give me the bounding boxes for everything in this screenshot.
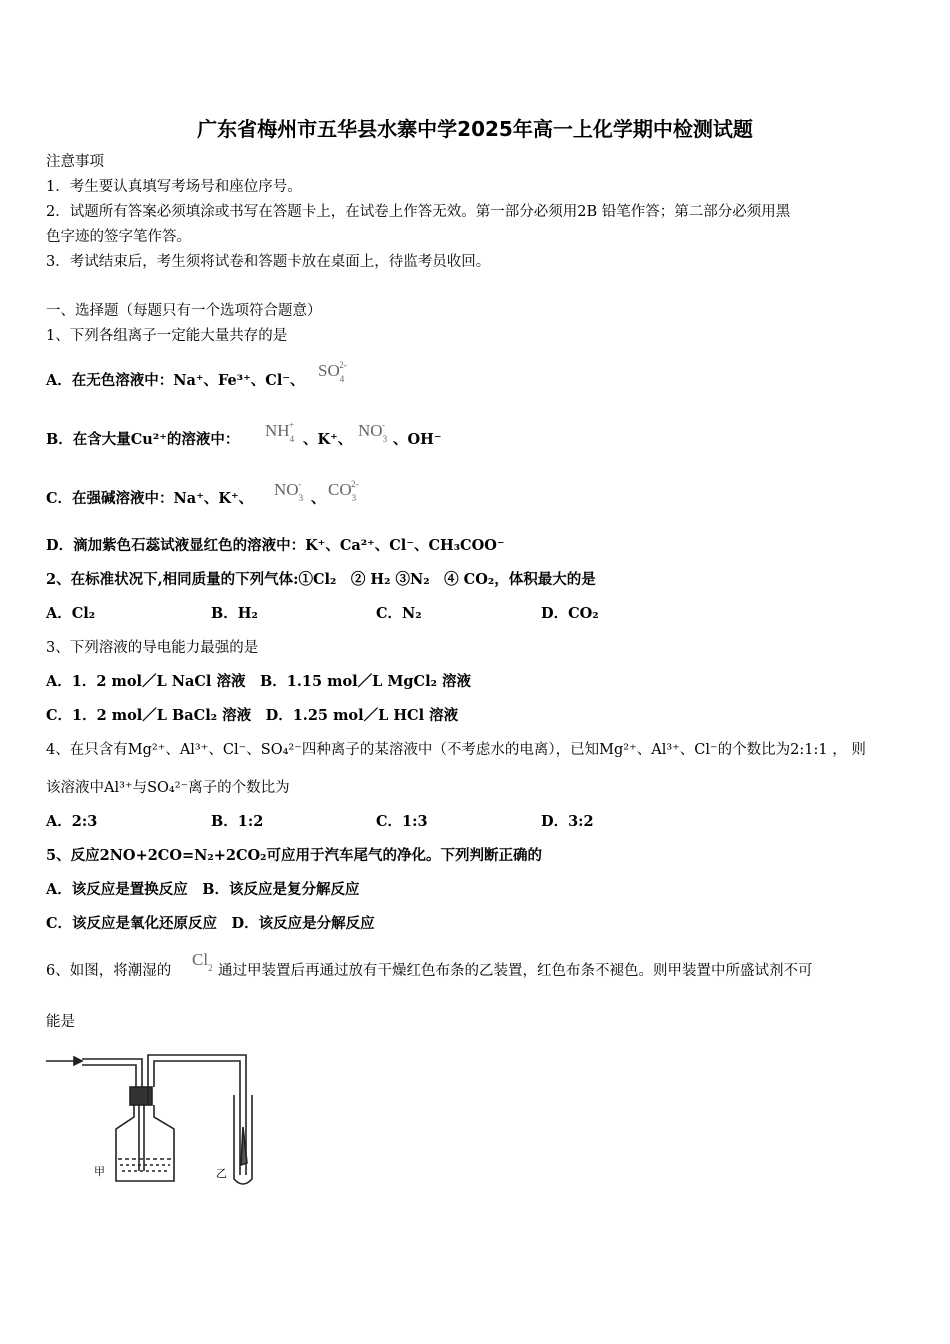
q6-formula: $Cl_2$ bbox=[192, 950, 213, 973]
q4-option-d: D．3:2 bbox=[541, 813, 594, 830]
q4-stem-cont: 该溶液中Al³⁺与SO₄²⁻离子的个数比为 bbox=[46, 780, 290, 796]
q2-option-b: B．H₂ bbox=[211, 605, 258, 622]
q1-option-c: C．在强碱溶液中：Na⁺、K⁺、 bbox=[46, 490, 254, 507]
q1-b-formula-2: $NO_3^-$ bbox=[358, 420, 388, 444]
q1-stem: 1、下列各组离子一定能大量共存的是 bbox=[46, 328, 288, 344]
notice-heading: 注意事项 bbox=[46, 154, 104, 170]
label-yi: 乙 bbox=[216, 1167, 227, 1180]
q1-b-formula-1: $NH_4^+$ bbox=[265, 420, 295, 444]
q2-option-c: C．N₂ bbox=[376, 605, 422, 622]
q1-c-formula-1: $NO_3^-$ bbox=[274, 479, 304, 503]
q1-option-b: B．在含大量Cu²⁺的溶液中： bbox=[46, 431, 240, 448]
page-title: 广东省梅州市五华县水寨中学2025年高一上化学期中检测试题 bbox=[197, 117, 753, 141]
q2-stem: 2、在标准状况下,相同质量的下列气体:①Cl₂ ② H₂ ③N₂ ④ CO₂，体积最大的是 bbox=[46, 571, 596, 588]
q3-options-ab: A．1．2 mol／L NaCl 溶液 B．1.15 mol／L MgCl₂ 溶液 bbox=[46, 673, 472, 690]
q4-option-c: C．1:3 bbox=[376, 813, 428, 830]
q3-stem: 3、下列溶液的导电能力最强的是 bbox=[46, 640, 259, 656]
q4-option-b: B．1:2 bbox=[211, 813, 264, 830]
q5-options-ab: A．该反应是置换反应 B．该反应是复分解反应 bbox=[46, 881, 360, 898]
q4-options bbox=[46, 813, 706, 831]
notice-item-2: 2．试题所有答案必须填涂或书写在答题卡上，在试卷上作答无效。第一部分必须用2B 铅笔作答；第二部分必须用黑 bbox=[46, 204, 791, 220]
q1-c-sep: 、 bbox=[311, 490, 326, 507]
q2-option-d: D．CO₂ bbox=[541, 605, 599, 622]
q5-stem: 5、反应2NO+2CO=N₂+2CO₂可应用于汽车尾气的净化。下列判断正确的 bbox=[46, 847, 542, 864]
q1-b-end: 、OH⁻ bbox=[393, 431, 442, 448]
q6-stem-cont: 能是 bbox=[46, 1014, 75, 1030]
q1-b-mid: 、K⁺、 bbox=[303, 431, 353, 448]
q4-stem: 4、在只含有Mg²⁺、Al³⁺、Cl⁻、SO₄²⁻四种离子的某溶液中（不考虑水的电离），已知Mg²⁺、Al³⁺、Cl⁻的个数比为2:1:1 ， 则 bbox=[46, 742, 866, 758]
notice-item-1: 1．考生要认真填写考场号和座位序号。 bbox=[46, 179, 302, 195]
q1-option-d: D．滴加紫色石蕊试液显红色的溶液中：K⁺、Ca²⁺、Cl⁻、CH₃COO⁻ bbox=[46, 537, 505, 554]
q2-options bbox=[46, 605, 706, 623]
label-jia: 甲 bbox=[94, 1165, 105, 1178]
q1-option-a: A．在无色溶液中：Na⁺、Fe³⁺、Cl⁻、 bbox=[46, 372, 305, 389]
notice-item-3: 3．考试结束后，考生须将试卷和答题卡放在桌面上，待监考员收回。 bbox=[46, 254, 491, 270]
section-heading: 一、选择题（每题只有一个选项符合题意） bbox=[46, 303, 322, 319]
q1-c-formula-2: $CO_3^{2-}$ bbox=[328, 479, 359, 503]
q6-stem: 6、如图，将潮湿的 bbox=[46, 963, 172, 979]
gas-washing-apparatus-diagram bbox=[44, 1045, 304, 1195]
q3-options-cd: C．1．2 mol／L BaCl₂ 溶液 D．1.25 mol／L HCl 溶液 bbox=[46, 707, 459, 724]
q1-a-formula: $SO_4^{2-}$ bbox=[318, 360, 347, 384]
q6-stem-mid: 通过甲装置后再通过放有干燥红色布条的乙装置，红色布条不褪色。则甲装置中所盛试剂不可 bbox=[218, 963, 813, 979]
q4-option-a: A．2:3 bbox=[46, 813, 98, 830]
q2-option-a: A．Cl₂ bbox=[46, 605, 96, 622]
q5-options-cd: C．该反应是氧化还原反应 D．该反应是分解反应 bbox=[46, 915, 375, 932]
notice-item-2-cont: 色字迹的签字笔作答。 bbox=[46, 229, 191, 245]
